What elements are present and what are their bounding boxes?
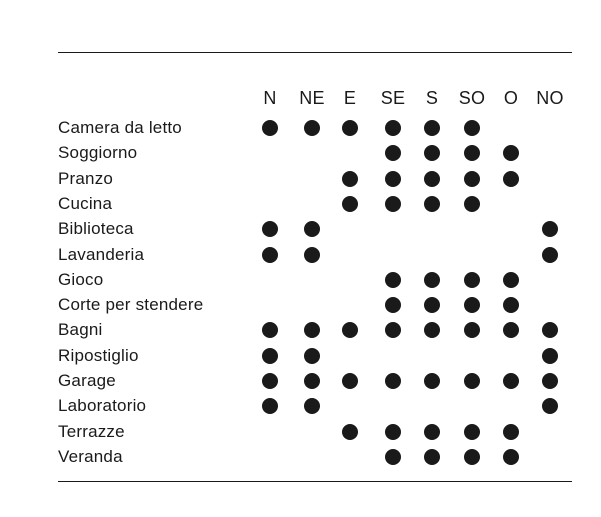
dot-mark-n <box>262 373 278 389</box>
dot-mark-no <box>542 373 558 389</box>
dot-mark-n <box>262 322 278 338</box>
dot-mark-s <box>424 297 440 313</box>
row-label: Terrazze <box>58 421 125 441</box>
dot-mark-e <box>342 322 358 338</box>
dot-mark-s <box>424 373 440 389</box>
dot-mark-so <box>464 424 480 440</box>
column-header-se: SE <box>380 88 406 108</box>
dot-mark-se <box>385 145 401 161</box>
dot-mark-no <box>542 247 558 263</box>
dot-mark-ne <box>304 120 320 136</box>
dot-mark-s <box>424 272 440 288</box>
dot-mark-se <box>385 171 401 187</box>
dot-mark-so <box>464 120 480 136</box>
dot-mark-se <box>385 449 401 465</box>
dot-mark-se <box>385 373 401 389</box>
dot-mark-so <box>464 322 480 338</box>
column-header-so: SO <box>458 88 486 108</box>
dot-mark-so <box>464 373 480 389</box>
dot-mark-s <box>424 120 440 136</box>
dot-mark-n <box>262 120 278 136</box>
dot-mark-e <box>342 171 358 187</box>
dot-mark-so <box>464 145 480 161</box>
dot-mark-ne <box>304 322 320 338</box>
dot-mark-n <box>262 221 278 237</box>
column-header-n: N <box>263 88 277 108</box>
dot-mark-o <box>503 373 519 389</box>
row-label: Lavanderia <box>58 244 145 264</box>
row-label: Pranzo <box>58 168 114 188</box>
dot-mark-ne <box>304 348 320 364</box>
dot-mark-n <box>262 247 278 263</box>
dot-mark-e <box>342 373 358 389</box>
dot-mark-s <box>424 145 440 161</box>
dot-mark-o <box>503 322 519 338</box>
dot-mark-no <box>542 322 558 338</box>
dot-mark-s <box>424 171 440 187</box>
row-label: Laboratorio <box>58 396 147 416</box>
column-header-no: NO <box>536 88 564 108</box>
dot-mark-ne <box>304 398 320 414</box>
dot-mark-o <box>503 145 519 161</box>
dot-mark-o <box>503 424 519 440</box>
row-label: Camera da letto <box>58 118 182 137</box>
dot-mark-no <box>542 398 558 414</box>
row-label: Corte per stendere <box>58 295 204 315</box>
dot-mark-o <box>503 171 519 187</box>
row-label: Ripostiglio <box>58 345 139 365</box>
dot-mark-ne <box>304 373 320 389</box>
dot-mark-no <box>542 221 558 237</box>
bottom-rule <box>58 481 572 482</box>
row-label: Cucina <box>58 193 113 213</box>
dot-mark-s <box>424 196 440 212</box>
column-header-s: S <box>425 88 439 108</box>
dot-mark-se <box>385 120 401 136</box>
row-label: Veranda <box>58 446 123 466</box>
row-label: Garage <box>58 371 116 390</box>
dot-mark-o <box>503 297 519 313</box>
dot-mark-se <box>385 322 401 338</box>
dot-mark-n <box>262 398 278 414</box>
column-header-ne: NE <box>299 88 325 108</box>
column-header-e: E <box>343 88 357 108</box>
dot-mark-e <box>342 120 358 136</box>
dot-mark-so <box>464 297 480 313</box>
row-label: Biblioteca <box>58 219 134 239</box>
dot-mark-e <box>342 196 358 212</box>
dot-mark-se <box>385 297 401 313</box>
dot-mark-e <box>342 424 358 440</box>
dot-mark-o <box>503 449 519 465</box>
row-label: Bagni <box>58 320 103 340</box>
top-rule <box>58 52 572 53</box>
column-header-o: O <box>503 88 519 108</box>
dot-mark-s <box>424 449 440 465</box>
dot-mark-ne <box>304 247 320 263</box>
row-label: Soggiorno <box>58 143 138 163</box>
dot-mark-no <box>542 348 558 364</box>
dot-mark-se <box>385 196 401 212</box>
dot-mark-so <box>464 171 480 187</box>
dot-mark-se <box>385 424 401 440</box>
dot-mark-so <box>464 272 480 288</box>
dot-mark-so <box>464 196 480 212</box>
dot-mark-ne <box>304 221 320 237</box>
dot-mark-s <box>424 322 440 338</box>
dot-mark-se <box>385 272 401 288</box>
dot-mark-o <box>503 272 519 288</box>
dot-mark-s <box>424 424 440 440</box>
dot-mark-n <box>262 348 278 364</box>
row-label: Gioco <box>58 269 104 289</box>
dot-mark-so <box>464 449 480 465</box>
